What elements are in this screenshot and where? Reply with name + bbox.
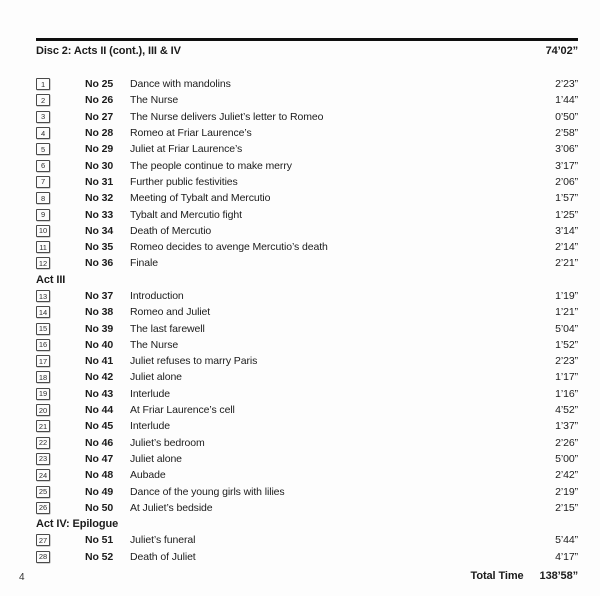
track-no: No 39 [85,322,114,335]
track-number-box: 17 [36,355,50,367]
track-row [36,76,578,92]
track-duration: 3’17” [555,159,578,172]
track-title: Interlude [130,420,170,433]
track-number-box: 3 [36,111,50,123]
track-title: Meeting of Tybalt and Mercutio [130,192,271,205]
track-no: No 36 [85,257,114,270]
track-title: Introduction [130,290,184,302]
track-duration: 5’44” [555,534,578,547]
track-number-box: 20 [36,404,50,416]
track-row [36,369,578,385]
track-title: Juliet alone [130,371,182,384]
total-time-value: 138’58” [539,570,578,582]
disc-header [36,45,578,57]
track-title: Juliet alone [130,452,182,465]
track-row [36,288,578,304]
track-title: Juliet’s funeral [130,534,196,547]
track-number-box: 27 [36,534,50,546]
track-row [36,157,578,173]
disc-duration: 74’02” [545,45,578,57]
track-title: Dance of the young girls with lilies [130,485,285,498]
track-number-box: 28 [36,551,50,563]
track-duration: 2’42” [555,469,578,482]
track-row [36,402,578,418]
track-duration: 2’15” [555,501,578,514]
track-no: No 29 [85,143,114,156]
track-duration: 3’14” [555,224,578,237]
track-title: Death of Mercutio [130,224,212,237]
track-no: No 47 [85,452,114,465]
track-no: No 34 [85,224,114,237]
track-duration: 1’21” [555,306,578,319]
track-duration: 2’26” [555,436,578,449]
track-row [36,353,578,369]
track-no: No 40 [85,338,114,351]
track-no: No 32 [85,192,114,205]
section-header: Act III [36,273,66,286]
track-number-box: 5 [36,143,50,155]
track-duration: 0’50” [555,110,578,123]
track-no: No 41 [85,355,114,368]
track-duration: 3’06” [555,143,578,156]
track-title: Juliet at Friar Laurence’s [130,143,243,156]
track-number-box: 11 [36,241,50,253]
track-no: No 28 [85,127,114,140]
track-no: No 30 [85,159,114,172]
track-duration: 1’17” [555,371,578,384]
track-no: No 42 [85,371,114,384]
track-number-box: 16 [36,339,50,351]
track-row [36,92,578,108]
track-row [36,239,578,255]
track-row [36,418,578,434]
track-no: No 51 [85,534,114,547]
track-number-box: 10 [36,225,50,237]
track-title: The Nurse [130,338,179,351]
track-duration: 1’37” [555,420,578,433]
track-duration: 2’58” [555,127,578,140]
track-title: Romeo and Juliet [130,306,211,319]
track-no: No 52 [85,550,114,563]
track-title: The people continue to make merry [130,159,292,172]
track-title: Dance with mandolins [130,78,231,91]
track-row [36,549,578,565]
track-duration: 1’16” [555,387,578,400]
track-number-box: 19 [36,388,50,400]
track-number-box: 13 [36,290,50,302]
total-time-label: Total Time [470,570,524,582]
track-no: No 50 [85,501,114,514]
track-title: Interlude [130,387,170,400]
track-number-box: 15 [36,323,50,335]
track-row [36,337,578,353]
track-title: The Nurse [130,94,179,107]
track-number-box: 18 [36,371,50,383]
track-number-box: 8 [36,192,50,204]
track-title: Death of Juliet [130,550,196,563]
track-duration: 1’19” [555,290,578,302]
track-row [36,174,578,190]
track-no: No 31 [85,175,114,188]
track-title: Finale [130,257,158,270]
track-duration: 1’25” [555,208,578,221]
track-duration: 4’17” [555,550,578,563]
track-number-box: 22 [36,437,50,449]
track-duration: 2’14” [555,241,578,254]
track-no: No 26 [85,94,114,107]
track-no: No 35 [85,241,114,254]
track-row [36,467,578,483]
header-rule [36,38,578,41]
track-no: No 43 [85,387,114,400]
track-no: No 48 [85,469,114,482]
track-list [36,76,578,565]
track-number-box: 7 [36,176,50,188]
track-duration: 2’23” [555,78,578,91]
track-row [36,109,578,125]
track-duration: 1’52” [555,338,578,351]
track-duration: 5’00” [555,452,578,465]
track-row [36,500,578,516]
track-row [36,532,578,548]
page-number: 4 [19,572,25,583]
track-duration: 2’21” [555,257,578,270]
track-row [36,125,578,141]
track-row [36,206,578,222]
section-header: Act IV: Epilogue [36,518,119,531]
track-row [36,255,578,271]
track-row [36,483,578,499]
track-number-box: 26 [36,502,50,514]
track-title: At Friar Laurence’s cell [130,404,235,417]
track-title: The last farewell [130,322,205,335]
disc-title: Disc 2: Acts II (cont.), III & IV [36,45,181,57]
track-no: No 44 [85,404,114,417]
track-title: Further public festivities [130,175,238,188]
track-no: No 38 [85,306,114,319]
track-no: No 25 [85,78,114,91]
track-duration: 5’04” [555,322,578,335]
track-duration: 1’44” [555,94,578,107]
track-row [36,386,578,402]
track-no: No 45 [85,420,114,433]
track-title: Romeo decides to avenge Mercutio’s death [130,241,328,254]
track-title: Romeo at Friar Laurence’s [130,127,252,140]
track-title: At Juliet’s bedside [130,501,213,514]
track-row [36,190,578,206]
track-number-box: 24 [36,469,50,481]
track-no: No 37 [85,290,114,302]
track-number-box: 6 [36,160,50,172]
track-row [36,304,578,320]
track-row [36,223,578,239]
track-row [36,451,578,467]
total-time [471,570,578,582]
track-title: Juliet’s bedroom [130,436,205,449]
track-row [36,435,578,451]
track-title: Tybalt and Mercutio fight [130,208,242,221]
track-duration: 2’06” [555,175,578,188]
track-no: No 27 [85,110,114,123]
track-no: No 33 [85,208,114,221]
track-number-box: 21 [36,420,50,432]
track-duration: 4’52” [555,404,578,417]
track-no: No 49 [85,485,114,498]
track-row [36,320,578,336]
track-duration: 2’19” [555,485,578,498]
track-no: No 46 [85,436,114,449]
track-title: The Nurse delivers Juliet’s letter to Romeo [130,110,324,123]
track-number-box: 23 [36,453,50,465]
track-title: Aubade [130,469,166,482]
track-number-box: 14 [36,306,50,318]
track-number-box: 4 [36,127,50,139]
track-number-box: 2 [36,94,50,106]
track-title: Juliet refuses to marry Paris [130,355,258,368]
track-row [36,141,578,157]
track-number-box: 25 [36,486,50,498]
track-duration: 2’23” [555,355,578,368]
track-number-box: 9 [36,209,50,221]
track-duration: 1’57” [555,192,578,205]
track-number-box: 12 [36,257,50,269]
track-number-box: 1 [36,78,50,90]
